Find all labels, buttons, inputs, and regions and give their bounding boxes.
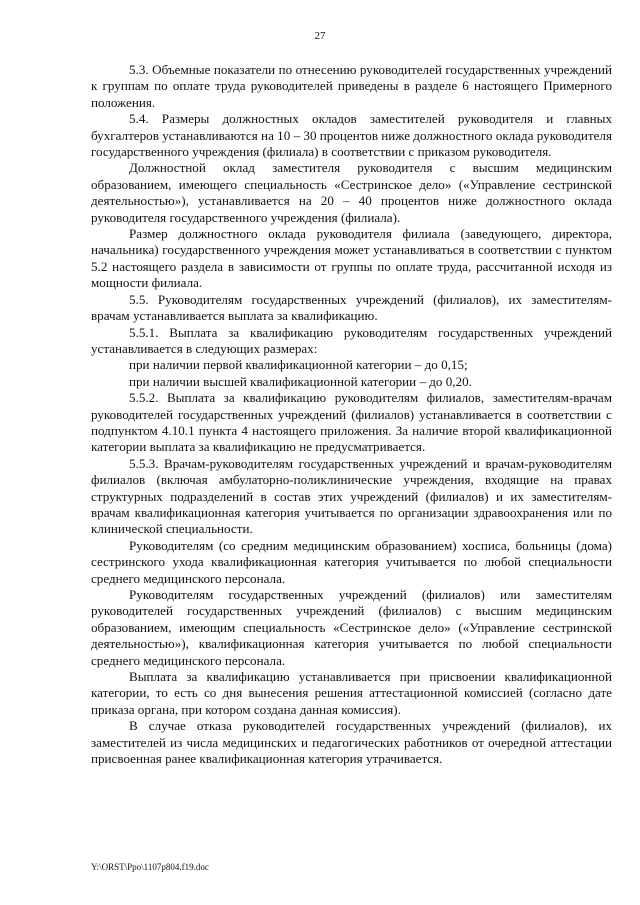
paragraph-category-loss: В случае отказа руководителей государственных учреждений (филиалов), их заместителей из числа медицинских и педагогических работников от очередной аттестации присвоенная ранее квалификационная категория утрачивается. (91, 718, 612, 767)
paragraph-5-5-2: 5.5.2. Выплата за квалификацию руководителям филиалов, заместителям-врачам руководителей государственных учреждений (филиалов) устанавливается в соответствии с подпунктом 4.10.1 пункта 4 настоящего приложения. За наличие второй квалификационной категории выплата за квалификацию не предусматривается. (91, 390, 612, 455)
page-number: 27 (314, 30, 326, 42)
paragraph-hospice-heads: Руководителям (со средним медицинским образованием) хосписа, больницы (дома) сестринского ухода квалификационная категория учитывается по любой специальности среднего медицинского персонала. (91, 537, 612, 586)
paragraph-5-5-3: 5.5.3. Врачам-руководителям государственных учреждений и врачам-руководителям филиалов (включая амбулаторно-поликлинические учреждения, входящие на правах структурных подразделений в состав этих учреждений (филиалов) и их заместителям-врачам квалификационная категория учитывается по организации здравоохранения или по клинической специальности. (91, 455, 612, 537)
paragraph-5-4: 5.4. Размеры должностных окладов заместителей руководителя и главных бухгалтеров устанавливаются на 10 – 30 процентов ниже должностного оклада руководителя государственного учреждения (филиала) в соответствии с приказом руководителя. (91, 111, 612, 160)
paragraph-deputy-salary: Должностной оклад заместителя руководителя с высшим медицинским образованием, имеющего специальность «Сестринское дело» («Управление сестринской деятельностью»), устанавливается на 20 – 40 процентов ниже должностного оклада руководителя государственного учреждения (филиала). (91, 160, 612, 225)
paragraph-payment-start: Выплата за квалификацию устанавливается при присвоении квалификационной категории, то есть со дня вынесения решения аттестационной комиссией (согласно дате приказа органа, при котором создана данная комиссия). (91, 669, 612, 717)
list-item-highest-category: при наличии высшей квалификационной категории – до 0,20. (129, 373, 472, 389)
paragraph-5-5-1: 5.5.1. Выплата за квалификацию руководителям государственных учреждений устанавливается в следующих размерах: (91, 324, 612, 356)
paragraph-branch-salary: Размер должностного оклада руководителя филиала (заведующего, директора, начальника) государственного учреждения может устанавливаться в соответствии с пунктом 5.2 настоящего раздела в зависимости от группы по оплате труда, рассчитанной исходя из мощности филиала. (91, 226, 612, 291)
list-item-first-category: при наличии первой квалификационной категории – до 0,15; (129, 357, 468, 373)
document-body (91, 62, 612, 767)
paragraph-5-5: 5.5. Руководителям государственных учреждений (филиалов), их заместителям-врачам устанавливается выплата за квалификацию. (91, 291, 612, 324)
paragraph-nursing-heads: Руководителям государственных учреждений (филиалов) или заместителям руководителей государственных учреждений (филиалов) с высшим медицинским образованием, имеющим специальность «Сестринское дело» («Управление сестринской деятельностью»), квалификационная категория учитывается по любой специальности среднего медицинского персонала. (91, 587, 612, 668)
paragraph-5-3: 5.3. Объемные показатели по отнесению руководителей государственных учреждений к группам по оплате труда руководителей приведены в разделе 6 настоящего Примерного положения. (91, 62, 612, 110)
file-path-footer: Y:\ORST\Ppo\1107p804.f19.doc (91, 862, 209, 872)
